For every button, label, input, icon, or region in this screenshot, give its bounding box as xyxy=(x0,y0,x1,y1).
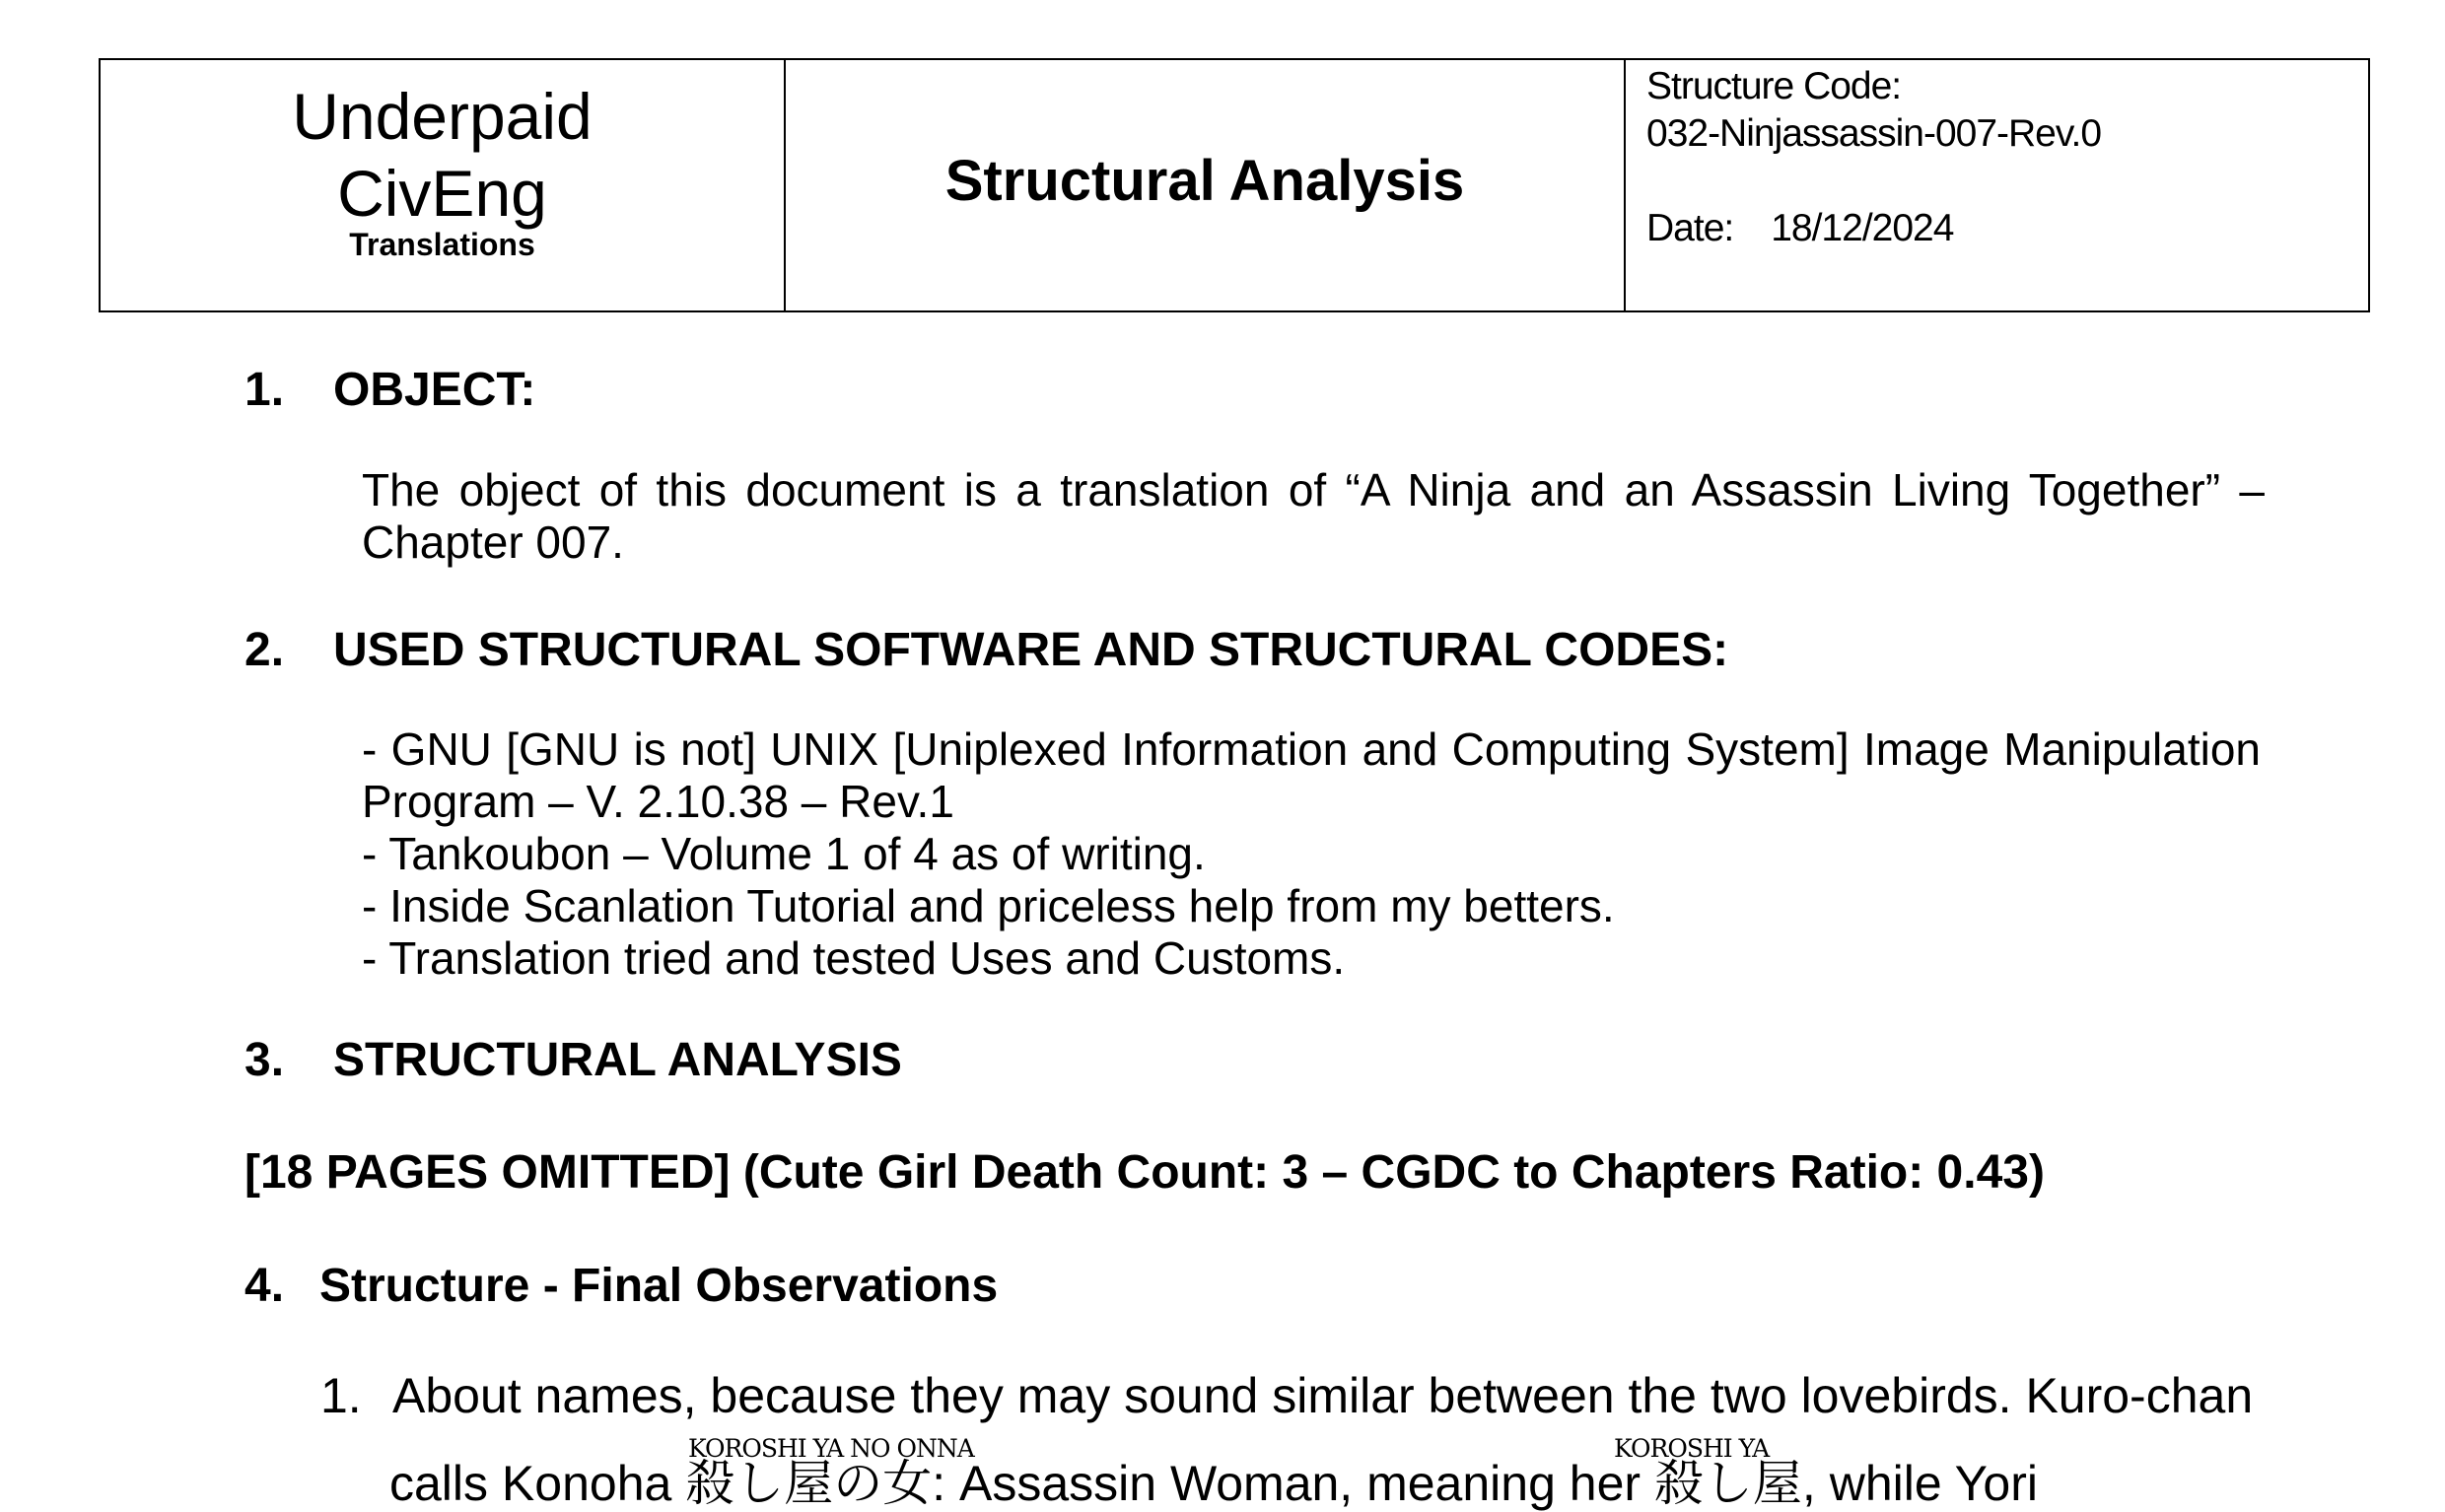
section-1-heading xyxy=(244,363,535,418)
software-list xyxy=(362,723,2261,985)
date-value: 18/12/2024 xyxy=(1771,207,1954,249)
observation-item-1 xyxy=(320,1367,2253,1424)
software-line-1: - GNU [GNU is not] UNIX [Uniplexed Information and Computing System] Image Manipulation xyxy=(362,723,2261,775)
metadata-cell xyxy=(1626,60,2368,310)
title-cell xyxy=(786,60,1626,310)
section-title: OBJECT: xyxy=(333,364,536,416)
section-3-heading xyxy=(244,1033,902,1088)
logo-line-2: CivEng xyxy=(337,157,547,230)
section-title: Structure - Final Observations xyxy=(319,1260,999,1312)
observation-line-1: About names, because they may sound similar between the two lovebirds. Kuro-chan xyxy=(392,1368,2254,1423)
omitted-pages-note: [18 PAGES OMITTED] (Cute Girl Death Count: 3 – CGDC to Chapters Ratio: 0.43) xyxy=(244,1146,2045,1199)
structure-code-label: Structure Code: xyxy=(1646,65,1902,107)
software-line-3: - Tankoubon – Volume 1 of 4 as of writing. xyxy=(362,828,1206,879)
document-title: Structural Analysis xyxy=(944,149,1465,213)
section-title: STRUCTURAL ANALYSIS xyxy=(333,1034,902,1086)
date-row xyxy=(1646,206,1953,251)
logo-cell xyxy=(101,60,786,310)
section-title: USED STRUCTURAL SOFTWARE AND STRUCTURAL CODES: xyxy=(333,624,1729,676)
furigana-annotation-2: KOROSHI YA xyxy=(1614,1434,1770,1463)
list-number: 1. xyxy=(320,1368,362,1423)
date-label: Date: xyxy=(1646,207,1734,249)
logo-line-1: Underpaid xyxy=(292,80,593,153)
logo-subtitle: Translations xyxy=(349,227,535,262)
structure-code-value: 032-Ninjassassin-007-Rev.0 xyxy=(1646,112,2102,155)
software-line-4: - Inside Scanlation Tutorial and priceless help from my betters. xyxy=(362,880,1615,931)
software-line-2: Program – V. 2.10.38 – Rev.1 xyxy=(362,776,954,827)
section-2-heading xyxy=(244,623,1728,678)
furigana-annotation-1: KOROSHI YA NO ONNA xyxy=(688,1434,974,1463)
observation-line-2-cutoff: calls Konoha 殺し屋の女: Assassin Woman, meaning her 殺し屋, while Yori xyxy=(389,1456,2038,1511)
section-4-heading xyxy=(244,1259,998,1314)
section-number: 2. xyxy=(244,624,285,676)
object-paragraph xyxy=(362,464,2265,569)
software-line-5: - Translation tried and tested Uses and Customs. xyxy=(362,932,1346,984)
document-header-table xyxy=(99,58,2370,312)
section-number: 1. xyxy=(244,364,285,416)
object-line-2: Chapter 007. xyxy=(362,516,624,568)
section-number: 3. xyxy=(244,1034,285,1086)
object-line-1: The object of this document is a translation of “A Ninja and an Assassin Living Together” – xyxy=(362,464,2265,515)
logo-text xyxy=(101,78,784,232)
section-number: 4. xyxy=(244,1260,285,1312)
